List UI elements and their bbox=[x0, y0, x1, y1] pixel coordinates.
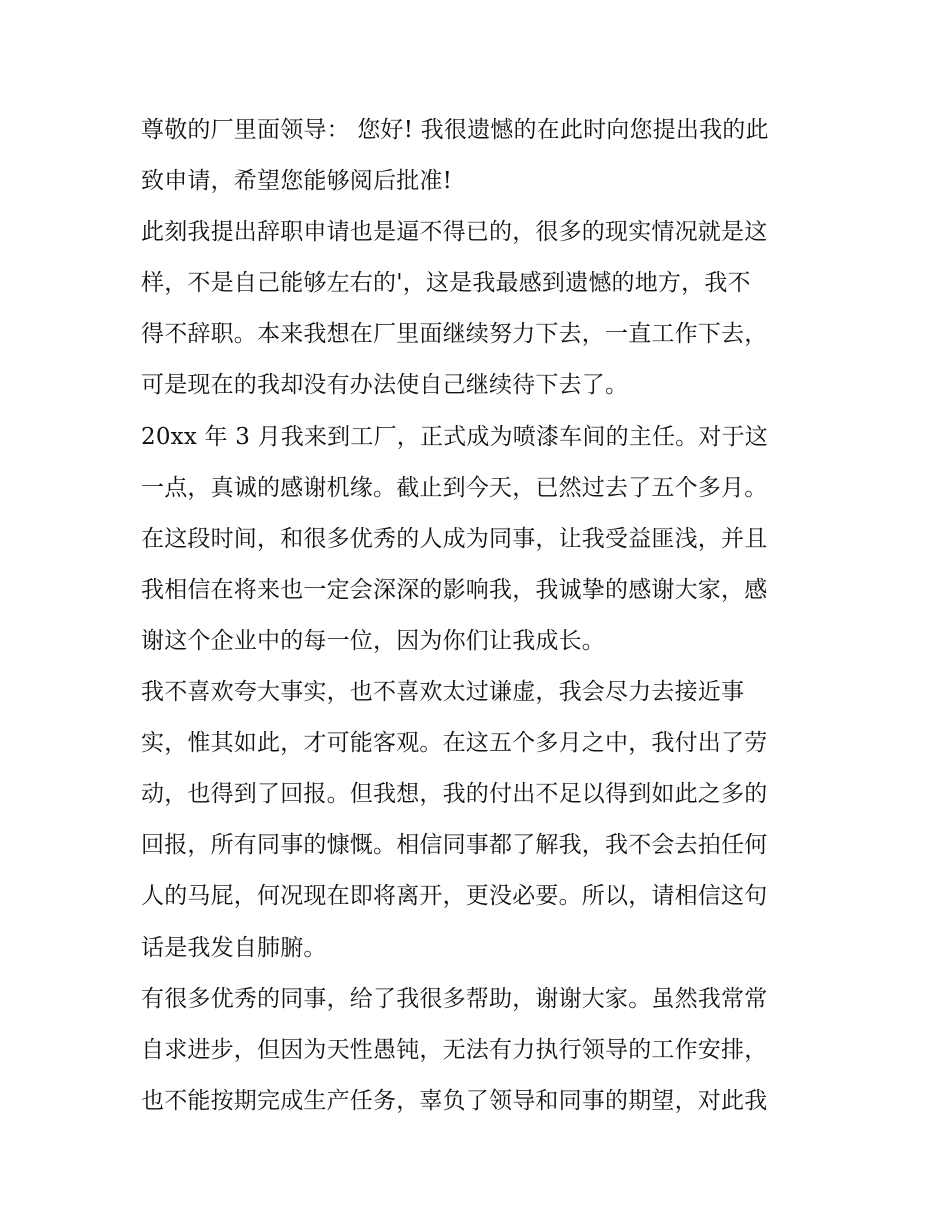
letter-body bbox=[141, 108, 821, 1130]
text-line-20: 也不能按期完成生产任务，辜负了领导和同事的期望，对此我 bbox=[141, 1087, 768, 1114]
text-line-12: 我不喜欢夸大事实，也不喜欢太过谦虚，我会尽力去接近事 bbox=[141, 679, 745, 706]
text-line-16: 人的马屁，何况现在即将离开，更没必要。所以，请相信这句 bbox=[141, 883, 768, 910]
text-line-1: 尊敬的厂里面领导： 您好! 我很遗憾的在此时向您提出我的此 bbox=[141, 117, 769, 143]
text-line-14: 动，也得到了回报。但我想，我的付出不足以得到如此之多的 bbox=[141, 781, 768, 808]
text-line-4: 样，不是自己能够左右的'，这是我最感到遗憾的地方，我不 bbox=[141, 270, 751, 297]
text-line-13: 实，惟其如此，才可能客观。在这五个多月之中，我付出了劳 bbox=[141, 730, 768, 757]
text-line-15: 回报，所有同事的慷慨。相信同事都了解我，我不会去拍任何 bbox=[141, 832, 768, 859]
text-line-19: 自求进步，但因为天性愚钝，无法有力执行领导的工作安排， bbox=[141, 1036, 768, 1063]
text-line-11: 谢这个企业中的每一位，因为你们让我成长。 bbox=[141, 627, 605, 654]
text-line-3: 此刻我提出辞职申请也是逼不得已的，很多的现实情况就是这 bbox=[141, 219, 768, 246]
text-line-6: 可是现在的我却没有办法使自己继续待下去了。 bbox=[141, 372, 629, 399]
text-line-8: 一点，真诚的感谢机缘。截止到今天，已然过去了五个多月。 bbox=[141, 474, 768, 501]
text-line-18: 有很多优秀的同事，给了我很多帮助，谢谢大家。虽然我常常 bbox=[141, 985, 768, 1012]
text-line-5: 得不辞职。本来我想在厂里面继续努力下去，一直工作下去， bbox=[141, 321, 768, 348]
text-line-17: 话是我发自肺腑。 bbox=[141, 934, 327, 961]
text-line-9: 在这段时间，和很多优秀的人成为同事，让我受益匪浅，并且 bbox=[141, 525, 768, 552]
text-line-7: 20xx 年 3 月我来到工厂，正式成为喷漆车间的主任。对于这 bbox=[141, 423, 768, 450]
text-line-2: 致申请，希望您能够阅后批准! bbox=[141, 168, 453, 195]
text-line-10: 我相信在将来也一定会深深的影响我，我诚挚的感谢大家，感 bbox=[141, 576, 768, 603]
